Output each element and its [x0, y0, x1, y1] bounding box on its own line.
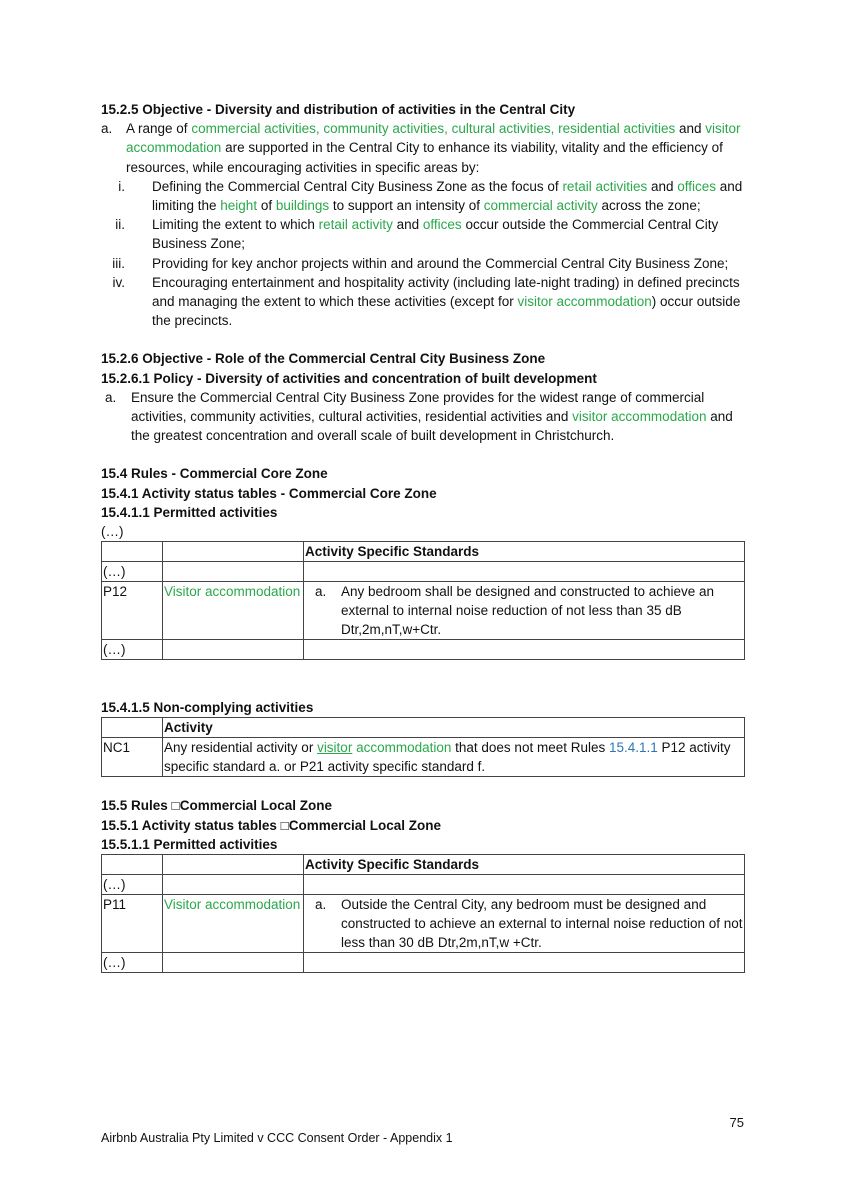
item-label: iv.: [112, 274, 125, 290]
defined-term-link[interactable]: retail activity: [318, 217, 393, 233]
page-number: 75: [729, 1115, 744, 1130]
row-code: (…): [102, 953, 163, 973]
text: and: [647, 178, 678, 194]
table-cell: [304, 875, 745, 895]
standard-text: Any bedroom shall be designed and constructed to achieve an external to internal noise reduction of not less than 35 dB Dtr,2m,nT,w+Ctr.: [341, 584, 714, 638]
spacer: [101, 679, 745, 698]
table-cell: [163, 855, 304, 875]
item-label: a.: [105, 389, 117, 405]
column-header: Activity: [163, 718, 745, 738]
spacer: [101, 660, 745, 679]
item-label: a.: [315, 897, 327, 913]
text: to support an intensity of: [329, 198, 484, 214]
defined-term-link[interactable]: visitor accommodation: [572, 409, 707, 425]
table-cell: [163, 542, 304, 562]
heading-15-4: 15.4 Rules - Commercial Core Zone: [101, 466, 328, 482]
text: of: [257, 198, 276, 214]
document-page: [101, 100, 745, 973]
text: Limiting the extent to which: [152, 217, 319, 233]
table-cell: [163, 875, 304, 895]
row-code: NC1: [102, 738, 163, 777]
defined-term-link[interactable]: retail activities: [562, 178, 648, 194]
spacer: [101, 777, 745, 796]
defined-term-link[interactable]: commercial activity: [483, 198, 598, 214]
standard-cell: [304, 582, 745, 640]
row-code: P12: [102, 582, 163, 640]
policy-item-a: [101, 388, 745, 446]
text: occur outside the Commercial Central City Business Zone;: [152, 217, 719, 252]
rule-text-cell: [163, 738, 745, 777]
table-row: [102, 895, 745, 953]
omission-marker: (…): [101, 524, 124, 540]
heading-15-5-1-1: 15.5.1.1 Permitted activities: [101, 836, 278, 852]
heading-15-4-1: 15.4.1 Activity status tables - Commercial Core Zone: [101, 485, 437, 501]
row-code: P11: [102, 895, 163, 953]
objective-item-a: [101, 119, 745, 177]
table-cell: [102, 855, 163, 875]
text: and the greatest concentration and overall scale of built development in Christchurch.: [131, 409, 733, 444]
permitted-activities-table-local: [101, 854, 745, 973]
table-cell: [304, 640, 745, 660]
defined-term-link[interactable]: commercial activities, community activities, cultural activities, residential activities: [191, 121, 676, 137]
heading-15-4-1-1: 15.4.1.1 Permitted activities: [101, 504, 278, 520]
defined-term-link[interactable]: offices: [422, 217, 462, 233]
text: and limiting the: [152, 178, 743, 214]
text: and: [392, 217, 423, 233]
table-cell: [163, 640, 304, 660]
text: A range of: [126, 121, 192, 137]
heading-15-4-1-5: 15.4.1.5 Non-complying activities: [101, 700, 314, 716]
standard-item: [305, 895, 743, 952]
item-label: a.: [315, 584, 327, 600]
table-header-row: [102, 855, 745, 875]
objective-subitem-iii: [101, 254, 745, 273]
spacer: [101, 445, 745, 464]
item-label: a.: [101, 121, 113, 137]
text: that does not meet Rules: [451, 740, 609, 756]
defined-term-link[interactable]: offices: [677, 178, 717, 194]
page-footer: Airbnb Australia Pty Limited v CCC Consent Order - Appendix 1: [101, 1131, 453, 1145]
column-header: Activity Specific Standards: [304, 542, 745, 562]
table-header-row: [102, 718, 745, 738]
standard-text: Outside the Central City, any bedroom must be designed and constructed to achieve an external to internal noise reduction of not less than 30 dB Dtr,2m,nT,w +Ctr.: [341, 897, 743, 951]
column-header: Activity Specific Standards: [304, 855, 745, 875]
table-cell: [102, 718, 163, 738]
item-label: ii.: [115, 217, 125, 233]
table-row: [102, 562, 745, 582]
text: Ensure the Commercial Central City Business Zone provides for the widest range of commercial activities, community activities, cultural activities, residential activities and: [131, 389, 705, 425]
rule-reference-link[interactable]: 15.4.1.1: [608, 740, 658, 756]
table-cell: [304, 562, 745, 582]
text: Providing for key anchor projects within and around the Commercial Central City Business Zone;: [152, 255, 729, 271]
defined-term-link[interactable]: height: [220, 198, 258, 214]
defined-term-link[interactable]: buildings: [275, 198, 330, 214]
text: Any residential activity or: [164, 740, 318, 756]
heading-15-2-6: 15.2.6 Objective - Role of the Commercial Central City Business Zone: [101, 351, 546, 367]
table-cell: [163, 562, 304, 582]
table-row: [102, 640, 745, 660]
heading-15-5-1: 15.5.1 Activity status tables □Commercial Local Zone: [101, 817, 442, 833]
defined-term-link[interactable]: visitor: [317, 740, 353, 756]
text: ) occur outside the precincts.: [152, 294, 741, 329]
row-code: (…): [102, 640, 163, 660]
text: Defining the Commercial Central City Business Zone as the focus of: [152, 178, 563, 194]
table-row: [102, 582, 745, 640]
heading-15-5: 15.5 Rules □Commercial Local Zone: [101, 798, 332, 814]
defined-term-link[interactable]: visitor accommodation: [517, 294, 652, 310]
text: and: [675, 121, 706, 137]
item-label: iii.: [112, 255, 125, 271]
table-cell: [304, 953, 745, 973]
heading-15-2-5: 15.2.5 Objective - Diversity and distribution of activities in the Central City: [101, 102, 576, 117]
table-row: [102, 738, 745, 777]
table-header-row: [102, 542, 745, 562]
standard-cell: [304, 895, 745, 953]
objective-subitem-i: [101, 177, 745, 215]
standard-item: [305, 582, 743, 639]
text: across the zone;: [597, 198, 701, 214]
defined-term-link[interactable]: visitor accommodation: [126, 121, 741, 156]
spacer: [101, 330, 745, 349]
heading-15-2-6-1: 15.2.6.1 Policy - Diversity of activities and concentration of built development: [101, 370, 597, 386]
row-code: (…): [102, 562, 163, 582]
item-label: i.: [118, 178, 125, 194]
activity-link[interactable]: Visitor accommodation: [163, 582, 304, 640]
text: Encouraging entertainment and hospitality activity (including late-night trading) in defined precincts and managing the extent to which these activities (except for: [152, 274, 740, 310]
table-cell: [102, 542, 163, 562]
objective-subitem-iv: [101, 273, 745, 331]
activity-link[interactable]: Visitor accommodation: [163, 895, 304, 953]
table-row: [102, 953, 745, 973]
objective-subitem-ii: [101, 215, 745, 253]
row-code: (…): [102, 875, 163, 895]
defined-term-link[interactable]: accommodation: [352, 740, 452, 756]
text: P12 activity specific standard a. or P21 activity specific standard f.: [164, 740, 731, 775]
table-row: [102, 875, 745, 895]
text: are supported in the Central City to enhance its viability, vitality and the efficiency of resources, while encouraging activities in specific areas by:: [126, 140, 723, 175]
permitted-activities-table-core: [101, 541, 745, 660]
non-complying-activities-table: [101, 717, 745, 777]
table-cell: [163, 953, 304, 973]
